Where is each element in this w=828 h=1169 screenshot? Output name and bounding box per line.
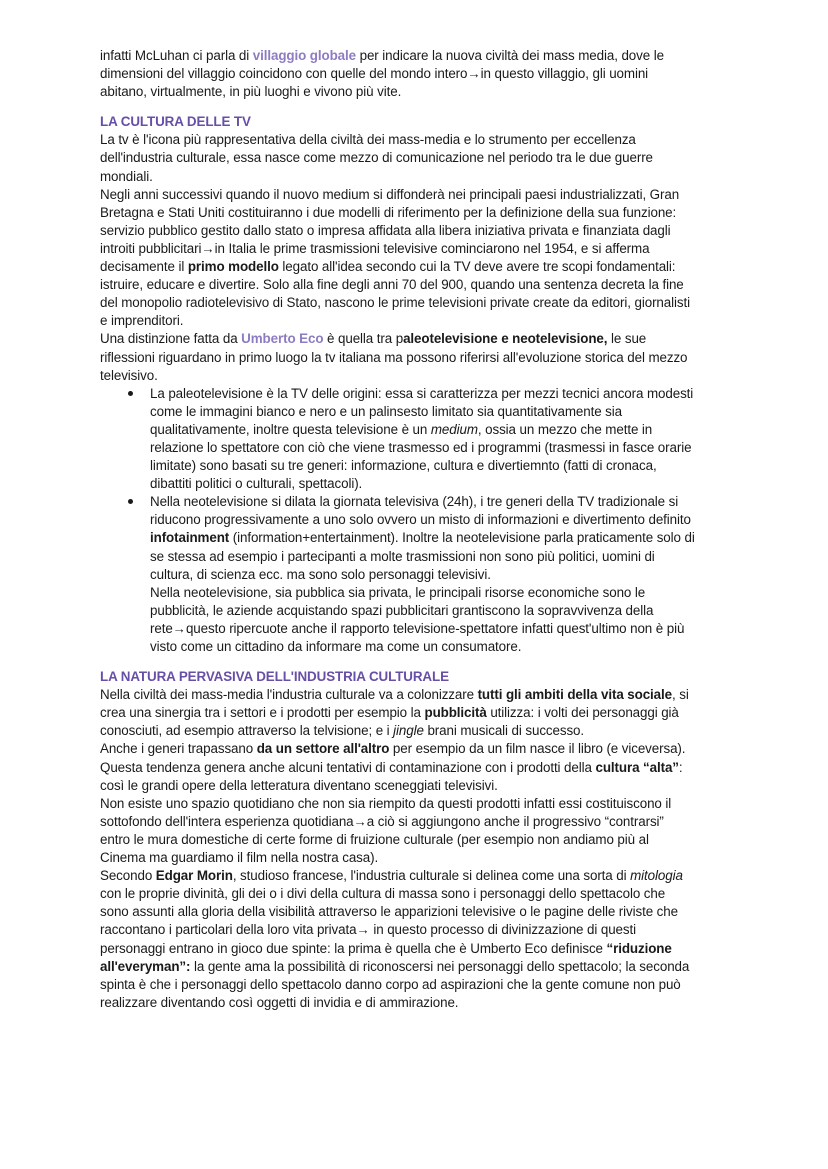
text-line: personaggi entrano in gioco due spinte: la prima è quella che è Umberto Eco definisce “riduzione (100, 940, 672, 956)
text-line: come le immagini bianco e nero e un palinsesto limitato sia quantitativamente sia (150, 403, 622, 419)
text-line: all'everyman”: la gente ama la possibilità di riconoscersi nei personaggi dello spettacolo; la seconda (100, 958, 690, 974)
text-line: rete→questo ripercuote anche il rapporto televisione-spettatore infatti quest'ultimo non è più (150, 620, 685, 636)
text-line: istruire, educare e divertire. Solo alla fine degli anni 70 del 900, quando una sentenza decreta la fine (100, 277, 684, 293)
bold-term: cultura “alta” (595, 759, 679, 775)
text-line: se stessa ad esempio i partecipanti a molte trasmissioni non sono più politici, uomini di (150, 548, 655, 564)
bold-term: da un settore all'altro (256, 741, 390, 757)
text-line: Bretagna e Stati Uniti costituiranno i due modelli di riferimento per la definizione della sua funzione: (100, 204, 677, 220)
bullet-text (150, 493, 740, 656)
bold-term: all'everyman”: (100, 958, 191, 974)
text-line: infotainment (information+entertainment). Inoltre la neotelevisione parla praticamente solo di (150, 530, 695, 546)
text-line: visto come un cittadino da informare ma come un consumatore. (150, 639, 522, 654)
bullet-item-neotelevisione (150, 493, 740, 656)
text-line: Cinema ma guardiamo il film nella nostra casa). (100, 850, 379, 866)
italic-term: jingle (393, 723, 424, 739)
document-page (100, 47, 740, 1012)
text-line: con le proprie divinità, gli dei o i divi della cultura di massa sono i personaggi dello spettacolo che (100, 886, 666, 902)
text-line: raccontano i particolari della loro vita privata→ in questo processo di divinizzazione di questi (100, 922, 636, 938)
spacer (100, 656, 740, 668)
text-line: servizio pubblico gestito dallo stato o impresa affidata alla libera iniziativa privata e finanziata dagli (100, 222, 671, 238)
text-line: La tv è l'icona più rappresentativa della civiltà dei mass-media e lo strumento per eccellenza (100, 132, 636, 148)
bullet-icon (128, 385, 133, 403)
text-line: realizzare diventando così oggetti di invidia e di ammirazione. (100, 994, 459, 1010)
tv-paragraph-3 (100, 330, 740, 384)
bullet-icon (128, 493, 133, 511)
text-line: Negli anni successivi quando il nuovo medium si diffonderà nei principali paesi industrializzati, Gran (100, 186, 680, 202)
text-line: infatti McLuhan ci parla di villaggio globale per indicare la nuova civiltà dei mass media, dove le (100, 48, 664, 63)
text-line: abitano, virtualmente, in più luoghi e vivono più vite. (100, 84, 402, 100)
text-line: conosciuti, ad esempio attraverso la telvisione; e i jingle brani musicali di successo. (100, 723, 585, 739)
bold-term: primo modello (187, 259, 279, 275)
bold-term: aleotelevisione e neotelevisione, (403, 331, 608, 347)
text-line: Nella civiltà dei mass-media l'industria culturale va a colonizzare tutti gli ambiti della vita sociale, si (100, 687, 689, 703)
text-line: così le grandi opere della letteratura diventano sceneggiati televisivi. (100, 777, 498, 793)
intro-paragraph (100, 47, 740, 101)
text-line: decisamente il primo modello legato all'idea secondo cui la TV deve avere tre scopi fondamentali: (100, 259, 676, 275)
text-line: sono assunti alla gloria della visibilità attraverso le apparizioni televisive o le pagine delle riviste che (100, 904, 678, 920)
text-line: del monopolio radiotelevisivo di Stato, nascono le prime televisioni private create da editori, giornalisti (100, 295, 690, 311)
tv-bullet-list (150, 385, 740, 656)
bold-term: “riduzione (606, 940, 672, 956)
bullet-item-paleotelevisione (150, 385, 740, 494)
text-line: Non esiste uno spazio quotidiano che non sia riempito da questi prodotti infatti essi costituiscono il (100, 795, 672, 811)
text-line: riflessioni riguardano in primo luogo la tv italiana ma possono riferirsi all'evoluzione storica del mezzo (100, 349, 688, 365)
text-line: televisivo. (100, 367, 158, 383)
section-heading-tv-culture: LA CULTURA DELLE TV (100, 114, 251, 130)
text-line: Nella neotelevisione, sia pubblica sia privata, le principali risorse economiche sono le (150, 584, 646, 600)
text-line: Secondo Edgar Morin, studioso francese, l'industria culturale si delinea come una sorta di mitologia (100, 868, 683, 884)
section-heading-pervasive-industry: LA NATURA PERVASIVA DELL'INDUSTRIA CULTURALE (100, 669, 449, 685)
text-line: dibattiti politici o culturali, spettacoli). (150, 476, 363, 492)
industry-paragraph (100, 686, 740, 1012)
tv-paragraph-1 (100, 131, 740, 185)
text-line: Anche i generi trapassano da un settore all'altro per esempio da un film nasce il libro (e viceversa). (100, 741, 686, 757)
bold-term: Edgar Morin (155, 868, 233, 884)
text-line: cultura, di scienza ecc. ma sono solo personaggi televisivi. (150, 566, 491, 582)
italic-term: mitologia (630, 868, 683, 884)
bold-term: pubblicità (424, 705, 487, 721)
italic-term: medium (430, 421, 478, 437)
bold-term: infotainment (150, 530, 230, 546)
text-line: pubblicità, le aziende acquistando spazi pubblicitari grantiscono la sopravvivenza della (150, 602, 654, 618)
spacer (100, 101, 740, 113)
highlighted-term: villaggio globale (252, 48, 356, 63)
text-line: sottofondo dell'intera esperienza quotidiana→a ciò si aggiungono anche il progressivo “contrarsi” (100, 813, 664, 829)
text-line: entro le mura domestiche di certe forme di fruizione culturale (per esempio non andiamo più al (100, 831, 649, 847)
text-line: riducono progressivamente a uno solo ovvero un misto di informazioni e divertimento definito (150, 512, 691, 528)
text-line: Questa tendenza genera anche alcuni tentativi di contaminazione con i prodotti della cultura “alta”: (100, 759, 683, 775)
text-line: Una distinzione fatta da Umberto Eco è quella tra paleotelevisione e neotelevisione, le sue (100, 331, 647, 347)
text-line: spinta è che i personaggi dello spettacolo danno corpo ad aspirazioni che la gente comune non può (100, 976, 681, 992)
text-line: crea una sinergia tra i settori e i prodotti per esempio la pubblicità utilizza: i volti dei personaggi già (100, 705, 679, 721)
text-line: dell'industria culturale, essa nasce come mezzo di comunicazione nel periodo tra le due guerre (100, 150, 653, 166)
text-line: relazione lo spettatore con ciò che viene trasmesso ed i programmi (trasmessi in fasce orarie (150, 439, 692, 455)
bold-term: tutti gli ambiti della vita sociale (477, 687, 672, 703)
text-line: qualitativamente, inoltre questa televisione è un medium, ossia un mezzo che mette in (150, 421, 653, 437)
text-line: Nella neotelevisione si dilata la giornata televisiva (24h), i tre generi della TV tradizionale si (150, 494, 679, 510)
text-line: introiti pubblicitari→in Italia le prime trasmissioni televisive cominciarono nel 1954, e si afferma (100, 240, 650, 256)
text-line: dimensioni del villaggio coincidono con quelle del mondo intero→in questo villaggio, gli uomini (100, 66, 649, 82)
text-line: La paleotelevisione è la TV delle origini: essa si caratterizza per mezzi tecnici ancora modesti (150, 385, 694, 401)
text-line: mondiali. (100, 168, 153, 184)
bullet-text (150, 385, 740, 494)
highlighted-term: Umberto Eco (241, 331, 324, 347)
text-line: limitate) sono basati su tre generi: informazione, cultura e divertiemnto (fatti di cronaca, (150, 458, 657, 474)
text-line: e imprenditori. (100, 313, 184, 329)
tv-paragraph-2 (100, 186, 740, 331)
